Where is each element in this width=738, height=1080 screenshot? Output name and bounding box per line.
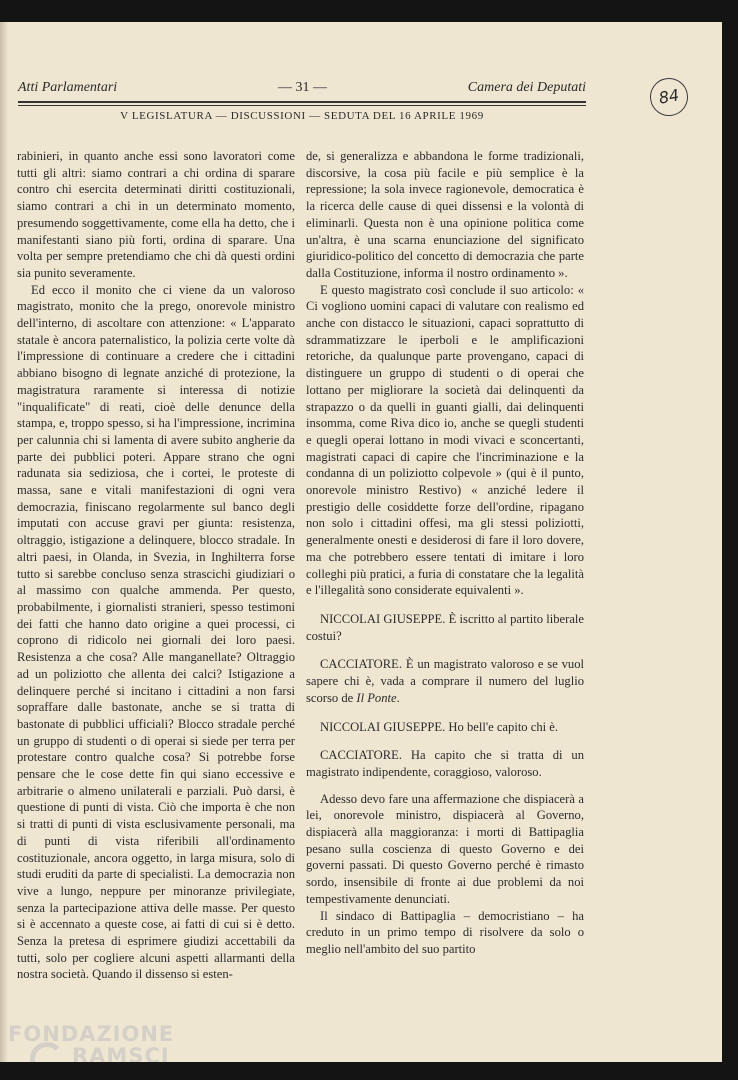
speech-text: Ha capito che si tratta di un magistrato indipendente, coraggioso, valoroso.	[306, 748, 584, 779]
header-rule-thin	[18, 105, 586, 106]
paragraph: rabinieri, in quanto anche essi sono lavoratori come tutti gli altri: siamo contrari a chi ordina di sparare contro chi esercita determinati diritti costituzionali, siamo contrari a chi in un determinato momento, presumendo soggettivamente, come ella ha detto, che i manifestanti siano più forti, ordina di sparare. Una volta per sempre pretendiamo che chi dà questi ordini sia punito severamente.	[17, 149, 295, 280]
right-column	[306, 148, 584, 958]
speech-text: È iscritto al partito liberale costui?	[306, 611, 584, 643]
speaker-name: NICCOLAI GIUSEPPE.	[320, 611, 446, 626]
publication-title: Il Ponte	[356, 690, 397, 705]
paragraph: de, si generalizza e abbandona le forme tradizionali, discorsive, la cosa più facile e più semplice è la repressione; la sola invece ragionevole, democratica è la ricerca delle cause di quei dissensi e la volontà di eliminarli. Questa non è una opinione politica come un'altra, è una scarna enunciazione del significato giuridico-politico del concetto di democrazia che parte dalla Costituzione, informa il nostro ordinamento ».	[306, 149, 584, 280]
header-left: Atti Parlamentari	[18, 80, 118, 95]
paragraph: Il sindaco di Battipaglia – democristiano – ha creduto in un primo tempo di risolvere da solo o meglio nell'ambito del suo partito	[306, 908, 584, 956]
interjection	[306, 656, 584, 706]
interjection	[306, 611, 584, 644]
paragraph: Adesso devo fare una affermazione che dispiacerà a lei, onorevole ministro, dispiacerà al Governo, dispiacerà alla maggioranza: i morti di Battipaglia pesano sulla coscienza di questo Governo e dei governi passati. Di questo Governo perché è rimasto sordo, insensibile di fronte ai due problemi da noi tempestivamente denunciati.	[306, 791, 584, 906]
speech-text: Ho bell'e capito chi è.	[448, 719, 559, 734]
speaker-name: NICCOLAI GIUSEPPE.	[320, 719, 446, 734]
foundation-watermark	[8, 1022, 208, 1062]
interjection	[306, 747, 584, 780]
page-header	[18, 80, 586, 102]
speaker-name: CACCIATORE.	[320, 748, 402, 763]
document-page	[0, 22, 722, 1062]
speech-end: .	[396, 690, 400, 705]
watermark-line2: RAMSCI	[72, 1044, 170, 1062]
session-subheader: V LEGISLATURA — DISCUSSIONI — SEDUTA DEL 16 APRILE 1969	[120, 110, 484, 122]
header-right: Camera dei Deputati	[467, 80, 586, 95]
speech-text: È un magistrato valoroso e se vuol sapere chi è, vada a comprare il numero del luglio scorso de	[306, 657, 584, 705]
left-column	[17, 148, 295, 983]
header-rule	[18, 101, 586, 103]
archive-stamp: 84	[647, 75, 691, 119]
interjection	[306, 719, 584, 736]
scan-edge	[0, 22, 8, 1062]
speaker-name: CACCIATORE.	[320, 657, 402, 672]
page-number: — 31 —	[278, 80, 327, 95]
paragraph: E questo magistrato così conclude il suo articolo: « Ci vogliono uomini capaci di valutare con realismo ed anche con distacco le situazioni, capaci soprattutto di sdrammatizzare le iperboli e le amplificazioni retoriche, da qualunque parte provengano, capaci di distinguere un gruppo di studenti o di operai che lottano per migliorare la società dai delinquenti da strapazzo o da quelli in guanti gialli, dai delinquenti insomma, come Riva dico io, anche se quegli studenti e quegli operai lottano in modi vivaci e sconcertanti, magistrati capaci di capire che l'incriminazione e la condanna di un poliziotto colpevole » (qui è il punto, onorevole ministro Restivo) « anziché ledere il prestigio delle cosiddette forze dell'ordine, ripagano non solo i cittadini offesi, ma gli stessi poliziotti, generalmente onesti e desiderosi di fare il loro dovere, ma che potrebbero essere tentati di imitare i loro colleghi più pratici, a furia di constatare che la legalità e l'illegalità sono considerate equivalenti ».	[306, 282, 584, 598]
watermark-line1: FONDAZIONE	[8, 1022, 175, 1046]
paragraph: Ed ecco il monito che ci viene da un valoroso magistrato, monito che la prego, onorevole ministro dell'interno, di ascoltare con attenzione: « L'apparato statale è ancora paternalistico, la polizia certe volte dà l'impressione di continuare a credere che i cittadini abbiano bisogno di legnate anziché di protezione, la magistratura raramente si interessa di notizie "inqualificate" di reati, cioè delle denunce della stampa, e, troppo spesso, si ha l'impressione, incrimina per calunnia chi si lamenta di avere subito angherie da parte dei pubblici poteri. Appare strano che ogni radunata sia sediziosa, che i cortei, le proteste di massa, sane e vitali manifestazioni di ogni vera democrazia, finiscano regolarmente sul banco degli imputati con accuse gravi per giunta: resistenza, oltraggio, istigazione a delinquere, blocco stradale. In altri paesi, in Olanda, in Svezia, in Inghilterra forse tutto si sarebbe concluso senza strascichi giudiziari o al massimo con qualche ammenda. Per questo, probabilmente, i giornalisti stranieri, spesso testimoni dei fatti che hanno dato origine a quei processi, ci coprono di ridicolo nei giornali dei loro paesi. Resistenza a che cosa? Alle manganellate? Oltraggio ad un poliziotto che allenta dei calci? Istigazione a delinquere perché si incitano i cittadini a non farsi sopraffare dalle bastonate, anche se si tratta di bastonate di pubblici ufficiali? Blocco stradale perché un gruppo di studenti o di operai si siede per terra per protestare contro qualche cosa? Si potrebbe forse pensare che le cose dette fin qui siano eccessive e arbitrarie o almeno unilaterali e parziali. Può darsi, è questione di punti di vista. Ciò che importa è che non si tratti di punti di vista esclusivamente personali, ma di punti di vista riferibili all'ordinamento costituzionale, ancora oggetto, in larga misura, solo di studi eruditi da parte di specialisti. La democrazia non vive a lungo, neppure per minoranze privilegiate, senza la partecipazione attiva delle masse. Per questo si è accennato a queste cose, ai fatti di cui si è detto. Senza la pretesa di esprimere giudizi accettabili da tutti, solo per cogliere alcuni aspetti allarmanti della nostra società. Quando il dissenso si esten-	[17, 282, 295, 982]
